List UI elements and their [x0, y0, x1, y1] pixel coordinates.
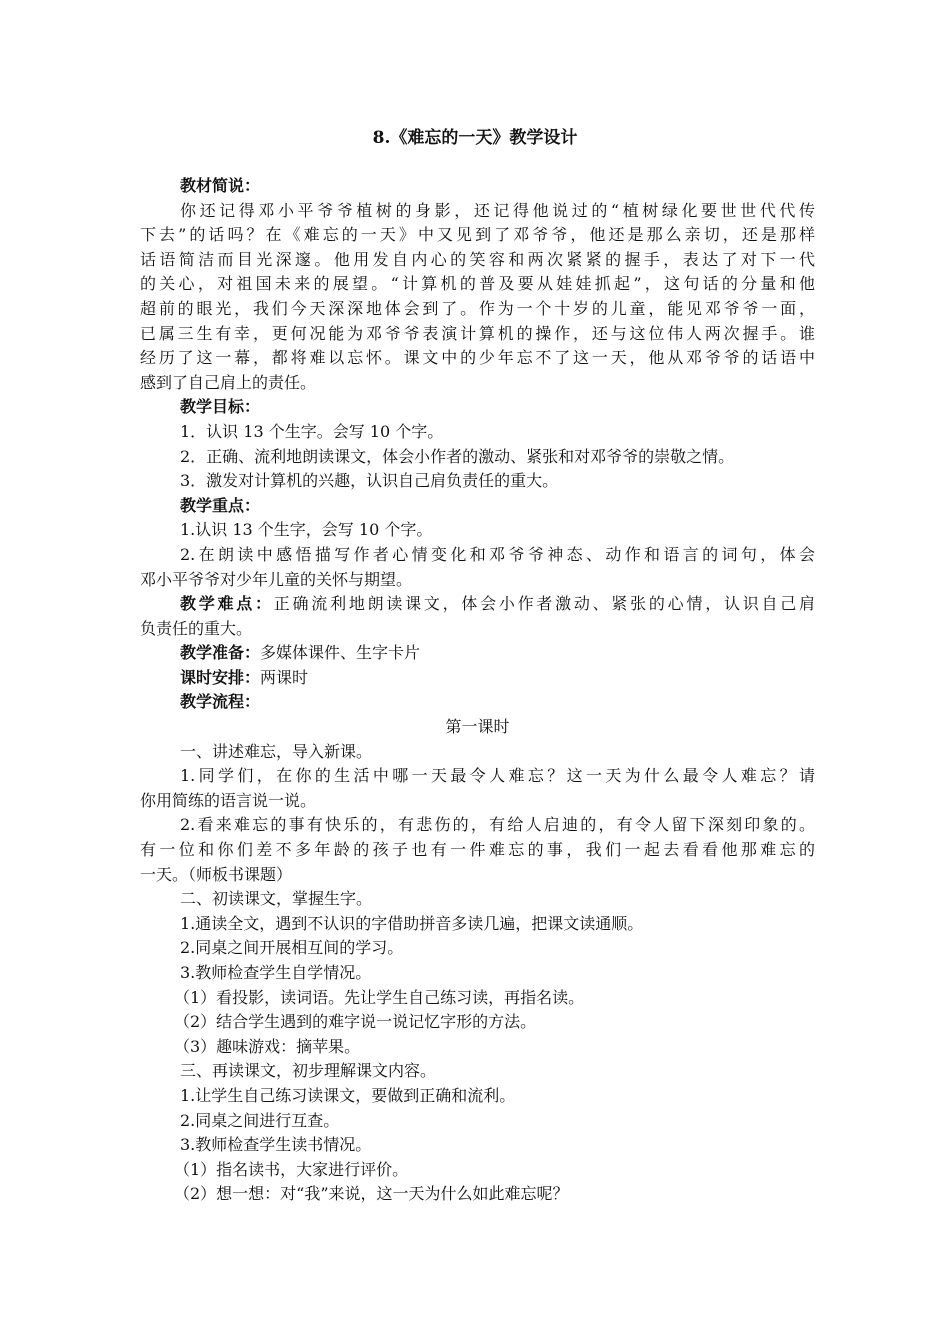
- key-point: 邓小平爷爷对少年儿童的关怀与期望。: [140, 569, 413, 589]
- intro-line: 经历了这一幕，都将难以忘怀。课文中的少年忘不了这一天，他从邓爷爷的话语中: [140, 348, 815, 368]
- flow-line: （1）指名读书，大家进行评价。: [174, 1159, 409, 1179]
- difficult-text-cont: 负责任的重大。: [140, 618, 253, 638]
- intro-line: 的关心，对祖国未来的展望。“计算机的普及要从娃娃抓起”，这句话的分量和他: [140, 274, 815, 294]
- intro-line: 话语简洁而目光深邃。他用发自内心的笑容和两次紧紧的握手，表达了对下一代: [140, 249, 815, 269]
- goal-item: 3．激发对计算机的兴趣，认识自己肩负责任的重大。: [180, 471, 559, 491]
- difficult-heading: 教学难点：: [180, 594, 274, 614]
- flow-line: 2.看来难忘的事有快乐的，有悲伤的，有给人启迪的，有令人留下深刻印象的。: [180, 815, 815, 835]
- schedule-paragraph: [140, 666, 815, 691]
- flow-line: （2）想一想：对“我”来说，这一天为什么如此难忘呢？: [174, 1184, 569, 1204]
- flow-line: 1.让学生自己练习读课文，要做到正确和流利。: [180, 1085, 516, 1105]
- document-title: 8.《难忘的一天》教学设计: [372, 128, 578, 148]
- flow-line: 2.同桌之间开展相互间的学习。: [180, 938, 404, 958]
- intro-line: 已属三生有幸，更何况能为邓爷爷表演计算机的操作，还与这位伟人两次握手。谁: [140, 323, 815, 343]
- flow-line: 二、初读课文，掌握生字。: [180, 889, 373, 909]
- prep-text: 多媒体课件、生字卡片: [260, 643, 421, 663]
- flow-line: 3.教师检查学生自学情况。: [180, 963, 372, 982]
- flow-line: （3）趣味游戏：摘苹果。: [174, 1036, 361, 1056]
- prep-paragraph: [140, 641, 815, 666]
- flow-line: 一、讲述难忘，导入新课。: [180, 741, 373, 761]
- intro-line: 感到了自己肩上的责任。: [140, 372, 317, 392]
- lesson-title: 第一课时: [445, 717, 510, 737]
- flow-heading: 教学流程：: [180, 692, 261, 712]
- schedule-text: 两课时: [260, 667, 309, 687]
- intro-line: 你还记得邓小平爷爷植树的身影，还记得他说过的“植树绿化要世世代代传: [180, 200, 815, 220]
- flow-line: 有一位和你们差不多年龄的孩子也有一件难忘的事，我们一起去看看他那难忘的: [140, 840, 815, 860]
- key-point: 1.认识 13 个生字，会写 10 个字。: [180, 520, 433, 540]
- key-point: 2.在朗读中感悟描写作者心情变化和邓爷爷神态、动作和语言的词句，体会: [180, 544, 815, 564]
- intro-line: 超前的眼光，我们今天深深地体会到了。作为一个十岁的儿童，能见邓爷爷一面，: [140, 298, 815, 318]
- flow-line: 1.同学们，在你的生活中哪一天最令人难忘？这一天为什么最令人难忘？请: [180, 766, 815, 786]
- flow-line: 1.通读全文，遇到不认识的字借助拼音多读几遍，把课文读通顺。: [180, 913, 644, 933]
- key-heading: 教学重点：: [180, 495, 261, 515]
- flow-line: 3.教师检查学生读书情况。: [180, 1135, 372, 1155]
- goals-heading: 教学目标：: [180, 397, 261, 417]
- flow-line: 你用简练的语言说一说。: [140, 790, 317, 810]
- intro-line: 下去”的话吗？在《难忘的一天》中又见到了邓爷爷，他还是那么亲切，还是那样: [140, 225, 815, 245]
- goal-item: 2．正确、流利地朗读课文，体会小作者的激动、紧张和对邓爷爷的崇敬之情。: [180, 446, 735, 466]
- intro-heading: 教材简说：: [180, 176, 261, 195]
- schedule-heading: 课时安排：: [180, 667, 261, 687]
- flow-line: 2.同桌之间进行互查。: [180, 1110, 340, 1130]
- goal-item: 1．认识 13 个生字。会写 10 个字。: [180, 421, 444, 441]
- flow-line: 一天。（师板书课题）: [140, 864, 293, 884]
- flow-line: 三、再读课文，初步理解课文内容。: [180, 1061, 437, 1081]
- difficult-paragraph: [140, 592, 815, 617]
- difficult-text: 正确流利地朗读课文，体会小作者激动、紧张的心情，认识自己肩: [273, 594, 815, 614]
- flow-line: （1）看投影，读词语。先让学生自己练习读，再指名读。: [174, 987, 585, 1007]
- flow-line: （2）结合学生遇到的难字说一说记忆字形的方法。: [174, 1012, 537, 1032]
- prep-heading: 教学准备：: [180, 643, 261, 663]
- document-body: [140, 174, 815, 1207]
